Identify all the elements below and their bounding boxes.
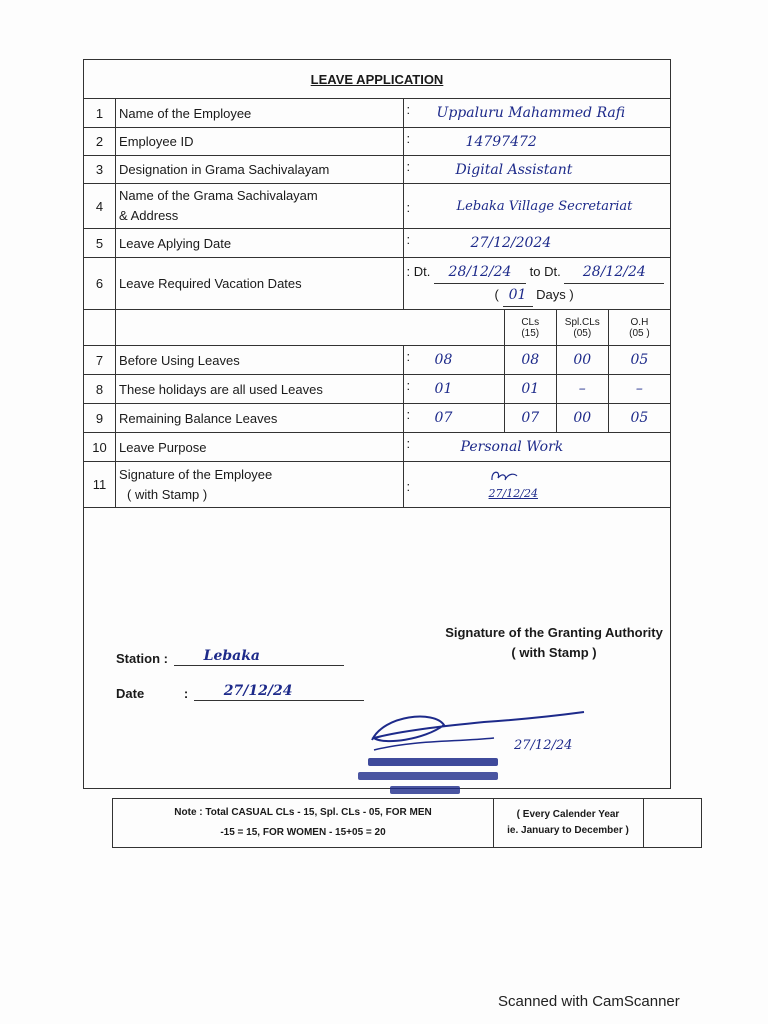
colon: : bbox=[403, 229, 418, 258]
oh-value: 05 bbox=[630, 352, 649, 368]
row-number: 10 bbox=[84, 433, 116, 462]
cls-count: (15) bbox=[521, 327, 540, 339]
row-value bbox=[418, 156, 670, 184]
row-number: 11 bbox=[84, 462, 116, 508]
to-date-value: 28/12/24 bbox=[582, 263, 646, 280]
cls-value: 07 bbox=[521, 410, 540, 426]
from-date-value: 28/12/24 bbox=[448, 263, 512, 280]
stamp-date: 27/12/24 bbox=[514, 738, 573, 753]
vacation-dates-line bbox=[407, 261, 667, 284]
row-number: 5 bbox=[84, 229, 116, 258]
date-line bbox=[194, 685, 364, 701]
row-label: Employee ID bbox=[116, 128, 403, 156]
date-value: 27/12/24 bbox=[223, 683, 293, 699]
spl-cls-header bbox=[556, 310, 608, 346]
note-line: ( Every Calender Year bbox=[516, 809, 620, 820]
table-row bbox=[84, 375, 670, 404]
cls-cell bbox=[504, 346, 556, 375]
row-value bbox=[418, 99, 670, 128]
label-line: Name of the Grama Sachivalayam bbox=[119, 188, 318, 203]
spl-cell bbox=[556, 346, 608, 375]
total-value: 08 bbox=[434, 352, 453, 368]
authority-signature-scrawl bbox=[354, 710, 594, 800]
cls-value: 01 bbox=[521, 381, 540, 397]
table-row bbox=[84, 99, 670, 128]
row-value bbox=[418, 229, 670, 258]
colon: : bbox=[403, 184, 418, 229]
employee-signature-cell bbox=[418, 462, 670, 508]
cls-header bbox=[504, 310, 556, 346]
row-label: Leave Purpose bbox=[116, 433, 403, 462]
dt-label: : Dt. bbox=[406, 263, 431, 279]
total-value: 01 bbox=[434, 381, 453, 397]
note-line: -15 = 15, FOR WOMEN - 15+05 = 20 bbox=[220, 827, 386, 838]
row-label: These holidays are all used Leaves bbox=[116, 375, 403, 404]
note-line: ie. January to December ) bbox=[507, 825, 629, 836]
oh-header bbox=[608, 310, 670, 346]
camscanner-watermark: Scanned with CamScanner bbox=[498, 993, 680, 1010]
table-row bbox=[84, 404, 670, 433]
label-line: ( with Stamp ) bbox=[127, 486, 208, 502]
note-right bbox=[493, 799, 644, 847]
header-spacer bbox=[116, 310, 505, 346]
row-label: Leave Required Vacation Dates bbox=[116, 258, 403, 310]
row-value bbox=[418, 184, 670, 229]
row-value bbox=[418, 433, 670, 462]
oh-cell bbox=[608, 346, 670, 375]
granting-authority-line: Signature of the Granting Authority bbox=[445, 625, 663, 640]
row-number bbox=[84, 310, 116, 346]
note-box bbox=[112, 798, 702, 848]
days-line bbox=[407, 284, 667, 307]
row-number: 1 bbox=[84, 99, 116, 128]
table-row bbox=[84, 258, 670, 310]
date-field bbox=[116, 685, 364, 701]
date-label: Date bbox=[116, 686, 145, 701]
row-number: 3 bbox=[84, 156, 116, 184]
table-row bbox=[84, 346, 670, 375]
spl-value: 00 bbox=[573, 352, 592, 368]
row-label bbox=[116, 462, 403, 508]
total-cell bbox=[418, 346, 505, 375]
total-value: 07 bbox=[434, 410, 453, 426]
row-number: 6 bbox=[84, 258, 116, 310]
table-row bbox=[84, 156, 670, 184]
total-cell bbox=[418, 375, 505, 404]
date-sep: : bbox=[183, 686, 189, 701]
oh-value: 05 bbox=[630, 410, 649, 426]
row-label: Name of the Employee bbox=[116, 99, 403, 128]
row-label bbox=[116, 184, 403, 229]
oh-cell bbox=[608, 375, 670, 404]
granting-authority-label bbox=[434, 623, 674, 663]
employee-id-value: 14797472 bbox=[465, 133, 537, 150]
spl-cell bbox=[556, 404, 608, 433]
designation-value: Digital Assistant bbox=[455, 161, 573, 178]
station-value: Lebaka bbox=[203, 648, 261, 664]
note-left bbox=[113, 799, 494, 847]
employee-signature-date: 27/12/24 bbox=[488, 487, 538, 500]
to-date-field bbox=[564, 261, 664, 284]
spl-value: 00 bbox=[573, 410, 592, 426]
table-row bbox=[84, 433, 670, 462]
oh-label: O.H bbox=[630, 316, 649, 328]
table-row bbox=[84, 229, 670, 258]
station-line bbox=[174, 650, 344, 666]
from-date-field bbox=[434, 261, 526, 284]
days-value: 01 bbox=[508, 286, 527, 303]
granting-authority-line: ( with Stamp ) bbox=[511, 645, 597, 660]
colon: : bbox=[403, 346, 418, 375]
cls-value: 08 bbox=[521, 352, 540, 368]
to-dt-label: to Dt. bbox=[529, 263, 561, 279]
spl-cls-count: (05) bbox=[573, 327, 592, 339]
station-label: Station : bbox=[116, 651, 168, 666]
employee-signature bbox=[489, 468, 667, 501]
row-number: 2 bbox=[84, 128, 116, 156]
spl-cell bbox=[556, 375, 608, 404]
leave-purpose-value: Personal Work bbox=[460, 439, 564, 455]
label-line: Signature of the Employee bbox=[119, 466, 273, 482]
oh-count: (05 ) bbox=[629, 327, 650, 339]
total-cell bbox=[418, 404, 505, 433]
oh-cell bbox=[608, 404, 670, 433]
employee-name-value: Uppaluru Mahammed Rafi bbox=[436, 105, 626, 121]
authority-stamp bbox=[354, 710, 594, 800]
leave-table bbox=[84, 98, 670, 508]
label-line: & Address bbox=[119, 208, 179, 223]
days-open: ( bbox=[494, 286, 499, 302]
table-row bbox=[84, 184, 670, 229]
spl-value: – bbox=[578, 381, 586, 397]
oh-value: – bbox=[635, 381, 643, 397]
employee-signature-scrawl bbox=[489, 468, 519, 484]
form-title: LEAVE APPLICATION bbox=[84, 60, 670, 99]
leave-application-form bbox=[83, 59, 671, 789]
row-label: Before Using Leaves bbox=[116, 346, 403, 375]
colon: : bbox=[403, 99, 418, 128]
colon: : bbox=[403, 156, 418, 184]
days-field bbox=[503, 284, 533, 307]
table-row bbox=[84, 462, 670, 508]
colon: : bbox=[403, 404, 418, 433]
cls-cell bbox=[504, 375, 556, 404]
address-value: Lebaka Village Secretariat bbox=[456, 199, 633, 214]
colon: : bbox=[403, 462, 418, 508]
cls-cell bbox=[504, 404, 556, 433]
applying-date-value: 27/12/2024 bbox=[470, 235, 552, 251]
row-label: Designation in Grama Sachivalayam bbox=[116, 156, 403, 184]
row-label: Remaining Balance Leaves bbox=[116, 404, 403, 433]
cls-label: CLs bbox=[521, 316, 540, 328]
row-number: 4 bbox=[84, 184, 116, 229]
spl-cls-label: Spl.CLs bbox=[564, 316, 600, 328]
row-value bbox=[418, 128, 670, 156]
row-label: Leave Aplying Date bbox=[116, 229, 403, 258]
row-number: 8 bbox=[84, 375, 116, 404]
leave-header-row bbox=[84, 310, 670, 346]
table-row bbox=[84, 128, 670, 156]
row-number: 7 bbox=[84, 346, 116, 375]
colon: : bbox=[403, 433, 418, 462]
vacation-dates-cell bbox=[403, 258, 670, 310]
colon: : bbox=[403, 375, 418, 404]
row-number: 9 bbox=[84, 404, 116, 433]
note-line: Note : Total CASUAL CLs - 15, Spl. CLs - 05, FOR MEN bbox=[174, 807, 432, 818]
days-label: Days ) bbox=[536, 286, 574, 302]
station-field bbox=[116, 650, 344, 666]
colon: : bbox=[403, 128, 418, 156]
